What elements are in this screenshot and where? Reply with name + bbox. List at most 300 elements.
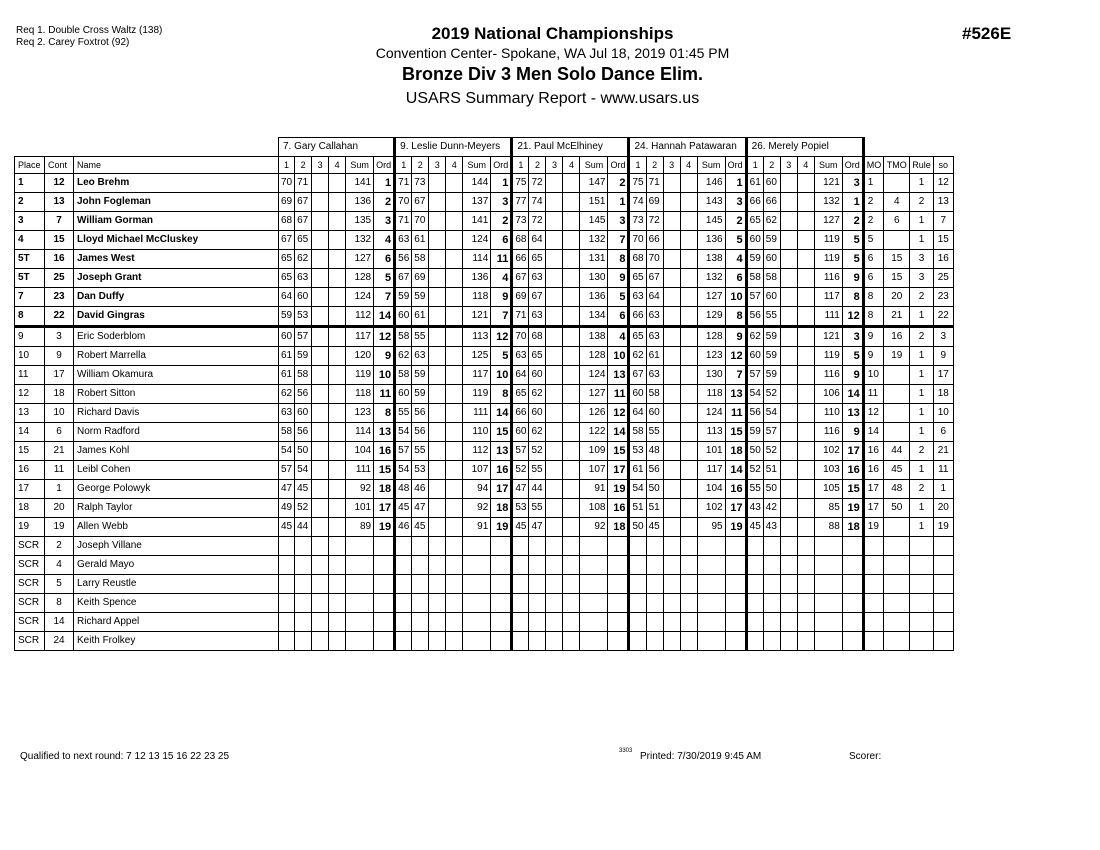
score-cell [446,575,463,594]
score-cell [663,480,680,499]
qualified-line: Qualified to next round: 7 12 13 15 16 22 23 25 [20,751,230,762]
ordinal-cell [608,613,629,632]
score-cell [279,613,295,632]
score-cell [312,537,329,556]
score-cell: 47 [512,480,529,499]
score-cell: 145 [580,212,608,231]
score-cell [697,632,725,651]
rule-cell: 1 [910,404,934,423]
score-cell [680,480,697,499]
score-cell: 128 [697,327,725,347]
score-cell [463,632,491,651]
score-cell: 68 [529,327,546,347]
score-cell [646,594,663,613]
ordinal-cell: 16 [725,480,746,499]
score-cell [797,461,814,480]
score-cell: 71 [646,174,663,193]
ordinal-cell: 3 [608,212,629,231]
place-cell: 14 [15,423,45,442]
score-cell [663,404,680,423]
score-cell: 117 [346,327,374,347]
rule-cell: 2 [910,480,934,499]
score-cell [680,518,697,537]
so-cell: 13 [933,193,953,212]
score-cell: 54 [395,423,412,442]
score-cell [312,499,329,518]
score-cell [780,423,797,442]
score-cell [429,575,446,594]
score-cell: 95 [697,518,725,537]
score-cell [546,193,563,212]
score-cell [412,575,429,594]
tmo-cell: 21 [884,307,910,327]
ordinal-cell: 7 [374,288,395,307]
place-cell: 5T [15,269,45,288]
ordinal-cell: 12 [842,307,863,327]
score-cell [463,613,491,632]
so-cell: 21 [933,442,953,461]
score-cell: 55 [529,461,546,480]
score-cell [312,288,329,307]
score-cell: 65 [746,212,763,231]
score-cell [663,250,680,269]
table-row [15,288,954,307]
score-cell: 56 [395,250,412,269]
tmo-cell: 4 [884,193,910,212]
score-cell [546,423,563,442]
score-cell: 59 [763,347,780,366]
score-cell: 59 [295,347,312,366]
column-header: 3 [429,157,446,174]
ordinal-cell: 1 [725,174,746,193]
score-cell: 67 [295,193,312,212]
table-row [15,231,954,250]
score-cell [312,480,329,499]
score-cell [580,575,608,594]
score-cell: 53 [412,461,429,480]
rule-cell: 1 [910,307,934,327]
score-cell: 89 [346,518,374,537]
mo-cell [863,613,884,632]
score-cell [697,556,725,575]
score-cell [663,518,680,537]
score-cell [663,575,680,594]
skater-name: George Polowyk [74,480,279,499]
score-cell: 92 [463,499,491,518]
score-cell [329,594,346,613]
rule-cell: 3 [910,250,934,269]
score-cell [663,231,680,250]
tmo-cell [884,518,910,537]
table-row [15,385,954,404]
rule-cell: 1 [910,347,934,366]
score-cell [780,556,797,575]
skater-name: Leibl Cohen [74,461,279,480]
score-cell: 123 [346,404,374,423]
score-cell [546,307,563,327]
score-cell [797,347,814,366]
score-cell [629,575,646,594]
ordinal-cell [842,613,863,632]
place-cell: 15 [15,442,45,461]
score-cell: 63 [295,269,312,288]
column-header: 2 [412,157,429,174]
ordinal-cell: 17 [491,480,512,499]
score-cell [680,499,697,518]
tmo-cell [884,594,910,613]
column-header: Rule [910,157,934,174]
score-cell [546,250,563,269]
score-cell [780,537,797,556]
score-cell [446,366,463,385]
score-cell: 51 [646,499,663,518]
score-cell: 64 [279,288,295,307]
column-header: 1 [395,157,412,174]
score-cell [646,632,663,651]
score-cell: 64 [529,231,546,250]
score-cell: 116 [814,269,842,288]
score-cell [329,366,346,385]
table-row [15,518,954,537]
score-cell: 119 [346,366,374,385]
ordinal-cell: 6 [374,250,395,269]
ordinal-cell: 9 [842,423,863,442]
score-cell [814,613,842,632]
score-cell [429,423,446,442]
score-cell: 45 [512,518,529,537]
score-cell [780,174,797,193]
score-cell: 91 [463,518,491,537]
score-cell: 62 [295,250,312,269]
score-cell: 52 [529,442,546,461]
so-cell: 15 [933,231,953,250]
place-cell: 19 [15,518,45,537]
place-cell: 3 [15,212,45,231]
contestant-number: 25 [45,269,74,288]
score-cell: 53 [295,307,312,327]
score-cell [546,347,563,366]
score-cell: 146 [697,174,725,193]
score-cell [546,288,563,307]
score-cell [563,174,580,193]
skater-name: Richard Davis [74,404,279,423]
score-cell [780,327,797,347]
score-cell [463,537,491,556]
contestant-number: 13 [45,193,74,212]
score-cell [680,231,697,250]
score-cell: 48 [395,480,412,499]
score-cell [279,594,295,613]
score-cell [329,518,346,537]
ordinal-cell: 17 [725,499,746,518]
score-cell: 114 [463,250,491,269]
score-cell [780,231,797,250]
ordinal-cell: 2 [842,212,863,231]
column-header: 2 [646,157,663,174]
score-cell: 59 [395,288,412,307]
score-cell: 71 [395,174,412,193]
table-row [15,575,954,594]
ordinal-cell: 9 [491,288,512,307]
score-cell: 110 [814,404,842,423]
ordinal-cell: 13 [842,404,863,423]
so-cell: 9 [933,347,953,366]
mo-cell: 2 [863,193,884,212]
contestant-number: 4 [45,556,74,575]
score-cell [646,537,663,556]
score-cell [446,212,463,231]
score-cell: 47 [529,518,546,537]
contestant-number: 19 [45,518,74,537]
skater-name: Leo Brehm [74,174,279,193]
score-cell: 61 [279,366,295,385]
tmo-cell: 15 [884,269,910,288]
place-cell: 1 [15,174,45,193]
score-cell [312,174,329,193]
score-cell: 117 [463,366,491,385]
ordinal-cell: 2 [374,193,395,212]
score-cell [329,347,346,366]
score-cell [746,594,763,613]
score-cell [446,404,463,423]
tmo-cell: 44 [884,442,910,461]
score-cell: 62 [629,347,646,366]
mo-cell: 8 [863,307,884,327]
page-title: 2019 National Championships [431,24,674,43]
score-cell: 50 [295,442,312,461]
skater-name: Norm Radford [74,423,279,442]
score-cell [563,212,580,231]
tmo-cell: 45 [884,461,910,480]
score-cell [429,499,446,518]
mo-cell: 11 [863,385,884,404]
score-cell: 104 [346,442,374,461]
score-cell: 50 [746,442,763,461]
skater-name: Joseph Villane [74,537,279,556]
so-cell: 17 [933,366,953,385]
score-cell [680,193,697,212]
so-cell: 1 [933,480,953,499]
rule-cell: 2 [910,327,934,347]
score-cell: 46 [395,518,412,537]
score-cell: 73 [412,174,429,193]
rule-cell: 3 [910,269,934,288]
score-cell: 88 [814,518,842,537]
place-cell: SCR [15,537,45,556]
score-cell: 55 [746,480,763,499]
score-cell: 127 [814,212,842,231]
score-cell: 118 [346,385,374,404]
score-cell [797,250,814,269]
score-cell [680,212,697,231]
score-cell: 92 [346,480,374,499]
ordinal-cell: 7 [725,366,746,385]
score-cell: 120 [346,347,374,366]
score-cell: 60 [646,404,663,423]
score-cell: 63 [412,347,429,366]
score-cell: 59 [412,366,429,385]
score-cell: 109 [580,442,608,461]
ordinal-cell: 4 [491,269,512,288]
tmo-cell: 6 [884,212,910,231]
ordinal-cell: 13 [725,385,746,404]
score-cell: 63 [512,347,529,366]
table-row [15,327,954,347]
score-cell [680,250,697,269]
score-cell: 50 [646,480,663,499]
so-cell: 11 [933,461,953,480]
score-cell [563,613,580,632]
place-cell: 12 [15,385,45,404]
ordinal-cell: 3 [842,174,863,193]
score-cell: 62 [529,385,546,404]
rule-cell [910,556,934,575]
ordinal-cell: 14 [725,461,746,480]
ordinal-cell: 9 [608,269,629,288]
rule-cell: 1 [910,174,934,193]
score-cell [663,212,680,231]
score-cell: 63 [279,404,295,423]
score-cell [797,632,814,651]
score-cell: 59 [746,250,763,269]
contestant-number: 14 [45,613,74,632]
so-cell: 20 [933,499,953,518]
score-cell [279,556,295,575]
score-cell: 72 [529,212,546,231]
score-cell [312,404,329,423]
score-cell: 60 [629,385,646,404]
score-cell [329,613,346,632]
score-cell: 143 [697,193,725,212]
score-cell: 51 [629,499,646,518]
score-cell: 72 [529,174,546,193]
score-cell [563,480,580,499]
score-cell: 67 [629,366,646,385]
place-cell: SCR [15,632,45,651]
ordinal-cell: 11 [491,250,512,269]
contestant-number: 1 [45,480,74,499]
score-cell: 116 [814,366,842,385]
ordinal-cell: 5 [842,347,863,366]
score-cell [563,594,580,613]
tmo-cell [884,231,910,250]
score-cell [680,594,697,613]
score-cell [580,556,608,575]
score-cell: 46 [412,480,429,499]
mo-cell: 2 [863,212,884,231]
score-cell [429,269,446,288]
score-cell: 58 [279,423,295,442]
score-cell [429,537,446,556]
ordinal-cell [491,575,512,594]
score-cell [563,327,580,347]
score-cell [680,461,697,480]
ordinal-cell: 8 [491,385,512,404]
tmo-cell [884,423,910,442]
score-cell [797,385,814,404]
score-cell: 112 [346,307,374,327]
score-cell [429,518,446,537]
score-cell: 135 [346,212,374,231]
score-cell [295,556,312,575]
score-cell: 69 [412,269,429,288]
score-cell: 55 [646,423,663,442]
score-cell: 62 [279,385,295,404]
score-cell: 60 [295,404,312,423]
score-cell [797,231,814,250]
so-cell: 6 [933,423,953,442]
score-cell [697,537,725,556]
score-cell [329,212,346,231]
table-row [15,347,954,366]
mo-cell: 16 [863,461,884,480]
score-cell [429,327,446,347]
score-cell: 136 [580,288,608,307]
score-cell [763,537,780,556]
so-cell [933,613,953,632]
score-cell [446,594,463,613]
column-header: Sum [697,157,725,174]
score-cell: 66 [646,231,663,250]
judge-name: 26. Merely Popiel [746,138,863,157]
score-cell [797,404,814,423]
score-cell [746,556,763,575]
ordinal-cell: 18 [725,442,746,461]
place-cell: 11 [15,366,45,385]
score-cell: 52 [763,442,780,461]
score-cell [446,288,463,307]
score-cell: 62 [763,212,780,231]
score-cell [697,575,725,594]
score-cell: 63 [629,288,646,307]
score-cell: 56 [412,404,429,423]
score-cell [463,556,491,575]
score-cell [429,613,446,632]
score-cell [797,575,814,594]
score-cell [512,556,529,575]
ordinal-cell: 4 [725,250,746,269]
score-cell [312,575,329,594]
score-cell: 124 [580,366,608,385]
score-cell: 54 [279,442,295,461]
score-cell [629,632,646,651]
score-cell [797,269,814,288]
score-cell [546,556,563,575]
ordinal-cell: 10 [374,366,395,385]
score-cell [680,575,697,594]
score-cell [797,556,814,575]
score-cell: 112 [463,442,491,461]
score-cell [329,327,346,347]
score-cell [663,307,680,327]
rule-cell: 2 [910,288,934,307]
score-cell [546,366,563,385]
score-cell: 60 [746,347,763,366]
score-cell [546,499,563,518]
score-cell: 56 [746,307,763,327]
contestant-number: 15 [45,231,74,250]
tmo-cell: 20 [884,288,910,307]
score-cell [780,250,797,269]
score-cell [780,385,797,404]
contestant-number: 5 [45,575,74,594]
score-cell: 147 [580,174,608,193]
mo-cell: 9 [863,327,884,347]
skater-name: Allen Webb [74,518,279,537]
score-cell [780,288,797,307]
score-cell: 60 [763,250,780,269]
score-cell: 62 [395,347,412,366]
